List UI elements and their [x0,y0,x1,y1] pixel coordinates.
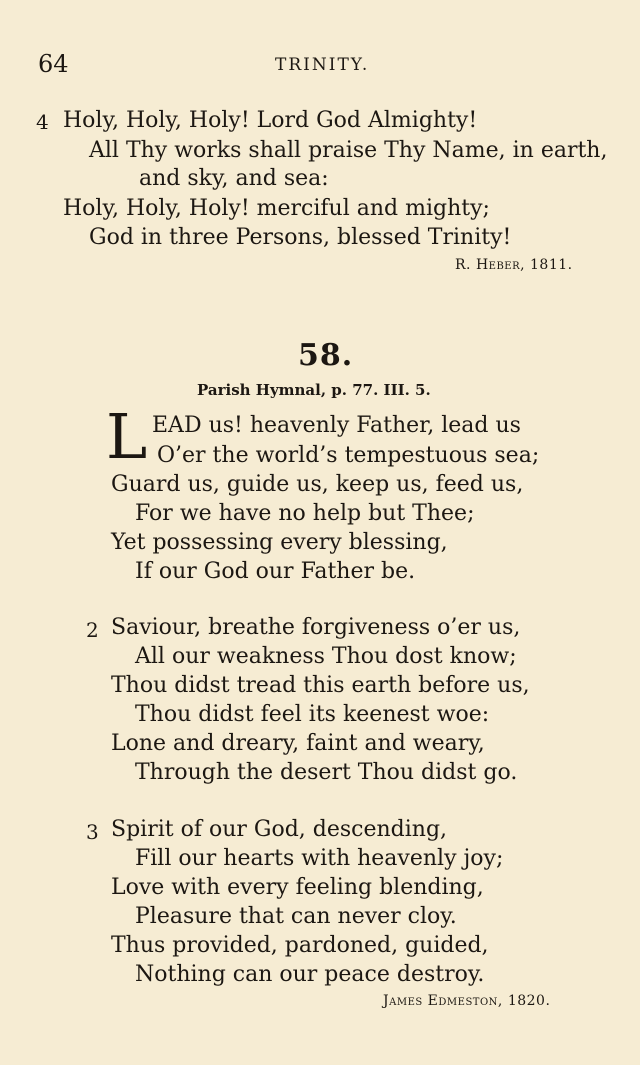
author-attribution: R. Heber, 1811. [455,257,573,273]
verse-line: All Thy works shall praise Thy Name, in earth, [89,138,608,163]
verse-line: Thus provided, pardoned, guided, [111,933,489,958]
verse-line: Holy, Holy, Holy! Lord God Almighty! [63,108,478,133]
verse-line: O’er the world’s tempestuous sea; [157,443,540,468]
drop-cap: L [106,400,148,473]
verse-line: Thou didst tread this earth before us, [111,673,530,698]
verse-line: EAD us! heavenly Father, lead us [152,413,521,438]
stanza-number: 3 [86,820,99,844]
verse-line: Holy, Holy, Holy! merciful and mighty; [63,196,490,221]
verse-line: and sky, and sea: [139,166,329,191]
page-number: 64 [38,50,69,78]
verse-line: Spirit of our God, descending, [111,817,448,842]
verse-line: All our weakness Thou dost know; [135,644,517,669]
verse-line: Fill our hearts with heavenly joy; [135,846,504,871]
verse-line: Guard us, guide us, keep us, feed us, [111,472,524,497]
verse-line: Love with every feeling blending, [111,875,484,900]
verse-line: God in three Persons, blessed Trinity! [89,225,512,250]
tune-reference: Parish Hymnal, p. 77. III. 5. [197,381,431,399]
hymn-number: 58. [298,338,354,373]
verse-line: Yet possessing every blessing, [111,530,448,555]
verse-line: Pleasure that can never cloy. [135,904,457,929]
verse-line: Through the desert Thou didst go. [135,760,518,785]
verse-line: If our God our Father be. [135,559,416,584]
running-title: TRINITY. [275,55,370,75]
stanza-number: 2 [86,618,99,642]
stanza-number: 4 [36,110,49,134]
author-attribution: James Edmeston, 1820. [383,993,551,1009]
verse-line: Lone and dreary, faint and weary, [111,731,485,756]
verse-line: Nothing can our peace destroy. [135,962,485,987]
verse-line: Saviour, breathe forgiveness o’er us, [111,615,521,640]
verse-line: Thou didst feel its keenest woe: [135,702,490,727]
verse-line: For we have no help but Thee; [135,501,475,526]
